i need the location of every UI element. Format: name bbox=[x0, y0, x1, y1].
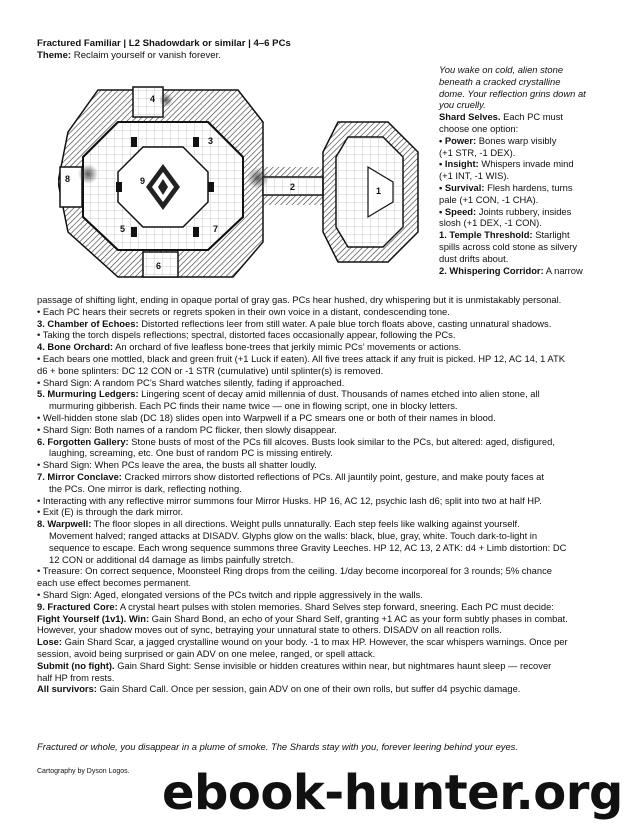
room-number: 4 bbox=[150, 94, 156, 104]
room-number: 7 bbox=[213, 224, 219, 234]
section-heading-line: Fight Yourself (1v1). Win: Gain Shard Bond, an echo of your Shard Self, granting +1 AC as your form subtly phases in combat. bbox=[37, 612, 568, 624]
body-line: sequence to escape. Each wrong sequence summons three Gravity Leeches. HP 12, AC 13, 2 ATK: d4 + Limb distortion: DC bbox=[49, 541, 567, 553]
body-line: 12 CON or additional d4 damage as limbs painfully stretch. bbox=[49, 553, 294, 565]
document-title: Fractured Familiar | L2 Shadowdark or similar | 4–6 PCs bbox=[37, 38, 291, 49]
body-line: • Interacting with any reflective mirror summons four Mirror Husks. HP 16, AC 12, psychic lash d6; split into two at half HP. bbox=[37, 494, 542, 506]
body-line: • Each PC hears their secrets or regrets spoken in their own voice in a distant, condescending tone. bbox=[37, 305, 450, 317]
section-heading-line: Lose: Gain Shard Scar, a jagged crystalline wound on your body. -1 to max HP. However, the scar whispers warnings. Once per bbox=[37, 636, 568, 648]
cartography-credit: Cartography by Dyson Logos. bbox=[37, 768, 130, 775]
body-line: each use effect becomes permanent. bbox=[37, 577, 192, 589]
body-line: • Exit (E) is through the dark mirror. bbox=[37, 506, 184, 518]
header bbox=[37, 38, 291, 62]
body-line: session, avoid being surprised or gain ADV on one melee, ranged, or spell attack. bbox=[37, 647, 376, 659]
room2-line: 2. Whispering Corridor: A narrow bbox=[439, 264, 583, 276]
body-line: • Taking the torch dispels reflections; spectral, distorted faces occasionally appear, following the PCs. bbox=[37, 329, 456, 341]
option-power-cont: (+1 STR, -1 DEX). bbox=[439, 146, 516, 158]
body-line: • Each bears one mottled, black and green fruit (+1 Luck if eaten). All five trees attack if any fruit is picked. HP 12, AC 14, 1 ATK bbox=[37, 352, 565, 364]
room-number: 1 bbox=[376, 186, 382, 196]
body-line: • Shard Sign: When PCs leave the area, the busts all shatter loudly. bbox=[37, 459, 317, 471]
intro-line: you cruelly. bbox=[439, 99, 486, 111]
body-line: However, your shadow moves out of sync, betraying your unnatural state to others. DISADV on all reaction rolls. bbox=[37, 624, 502, 636]
section-heading-line: 8. Warpwell: The floor slopes in all directions. Weight pulls unnaturally. Each step feels like walking against yourself. bbox=[37, 518, 520, 530]
section-heading-line: 4. Bone Orchard: An orchard of five leafless bone-trees that jerkily mimic PCs’ movements or actions. bbox=[37, 341, 462, 353]
room1-line: dust drifts about. bbox=[439, 252, 509, 264]
shard-selves-line: Shard Selves. Each PC must bbox=[439, 111, 564, 123]
room-number: 2 bbox=[290, 182, 296, 192]
room1-line: spills across cold stone as silvery bbox=[439, 240, 578, 252]
section-heading-line: 3. Chamber of Echoes: Distorted reflections leer from still water. A pale blue torch floats above, casting unnatural shadows. bbox=[37, 317, 552, 329]
option-survival-cont: pale (+1 CON, -1 CHA). bbox=[439, 193, 539, 205]
sidebar-text bbox=[439, 64, 609, 276]
option-speed-cont: slosh (+1 DEX, -1 CON). bbox=[439, 217, 542, 229]
section-heading-line: All survivors: Gain Shard Call. Once per session, gain ADV on one of their own rolls, but suffer d4 psychic damage. bbox=[37, 683, 521, 695]
closing-quote: Fractured or whole, you disappear in a plume of smoke. The Shards stay with you, forever leering behind your eyes. bbox=[37, 741, 518, 752]
body-line: the PCs. One mirror is dark, reflecting nothing. bbox=[49, 482, 242, 494]
room-number: 9 bbox=[140, 176, 146, 186]
room-number: 3 bbox=[208, 136, 214, 146]
intro-line: dome. Your reflection grins down at bbox=[439, 87, 586, 99]
option-survival: • Survival: Flesh hardens, turns bbox=[439, 181, 573, 193]
room-number: 8 bbox=[65, 174, 71, 184]
shard-selves-line: choose one option: bbox=[439, 122, 519, 134]
section-heading-line: 7. Mirror Conclave: Cracked mirrors show distorted reflections of PCs. All jauntily point, gesture, and make pouty faces at bbox=[37, 470, 544, 482]
body-line: • Shard Sign: Aged, elongated versions of the PCs twitch and ripple aggressively in the walls. bbox=[37, 588, 423, 600]
theme-line: Theme: Reclaim yourself or vanish forever. bbox=[37, 50, 221, 62]
option-insight: • Insight: Whispers invade mind bbox=[439, 158, 574, 170]
option-speed: • Speed: Joints rubbery, insides bbox=[439, 205, 572, 217]
room-number: 5 bbox=[120, 224, 126, 234]
section-heading-line: 9. Fractured Core: A crystal heart pulses with stolen memories. Shard Selves step forward, sneering. Each PC must decide: bbox=[37, 600, 554, 612]
section-heading-line: 5. Murmuring Ledgers: Lingering scent of decay amid millennia of dust. Thousands of names etched into alien stone, all bbox=[37, 388, 540, 400]
body-line: laughing, screaming, etc. One bust of random PC is missing entirely. bbox=[49, 447, 333, 459]
room1-line: 1. Temple Threshold: Starlight bbox=[439, 229, 570, 241]
body-line: • Shard Sign: Both names of a random PC flicker, then slowly disappear. bbox=[37, 423, 337, 435]
body-line: Movement halved; ranged attacks at DISADV. Glyphs glow on the walls: black, blue, gray, white. Touch dark-to-light in bbox=[49, 529, 538, 541]
intro-line: You wake on cold, alien stone bbox=[439, 64, 564, 75]
body-line: passage of shifting light, ending in opaque portal of gray gas. PCs hear hushed, dry whispering but it is unmistakably personal. bbox=[37, 294, 562, 305]
body-line: • Well-hidden stone slab (DC 18) slides open into Warpwell if a PC smears one or both of their names in blood. bbox=[37, 411, 496, 423]
watermark-text: ebook-hunter.org bbox=[162, 765, 623, 821]
body-line: murmuring gibberish. Each PC finds their name twice — one in flowing script, one in blocky letters. bbox=[49, 400, 458, 412]
option-power: • Power: Bones warp visibly bbox=[439, 134, 557, 146]
dungeon-map bbox=[58, 82, 420, 282]
option-insight-cont: (+1 INT, -1 WIS). bbox=[439, 170, 510, 182]
body-line: d6 + bone splinters: DC 12 CON or -1 STR (cumulative) until splinter(s) is removed. bbox=[37, 364, 384, 376]
intro-line: beneath a cracked crystalline bbox=[439, 75, 561, 87]
section-heading-line: Submit (no fight). Gain Shard Sight: Sense invisible or hidden creatures within near, but nightmares haunt sleep — recover bbox=[37, 659, 552, 671]
body-line: • Shard Sign: A random PC’s Shard watches silently, fading if approached. bbox=[37, 376, 345, 388]
room-number: 6 bbox=[156, 261, 162, 271]
body-text bbox=[37, 294, 601, 695]
section-heading-line: 6. Forgotten Gallery: Stone busts of most of the PCs fill alcoves. Busts look similar to the PCs, but altered: aged, disfigured, bbox=[37, 435, 555, 447]
body-line: half HP from rests. bbox=[37, 671, 115, 683]
body-line: • Treasure: On correct sequence, Moonsteel Ring drops from the ceiling. 1/day become incorporeal for 3 rounds; 5% chance bbox=[37, 565, 553, 577]
